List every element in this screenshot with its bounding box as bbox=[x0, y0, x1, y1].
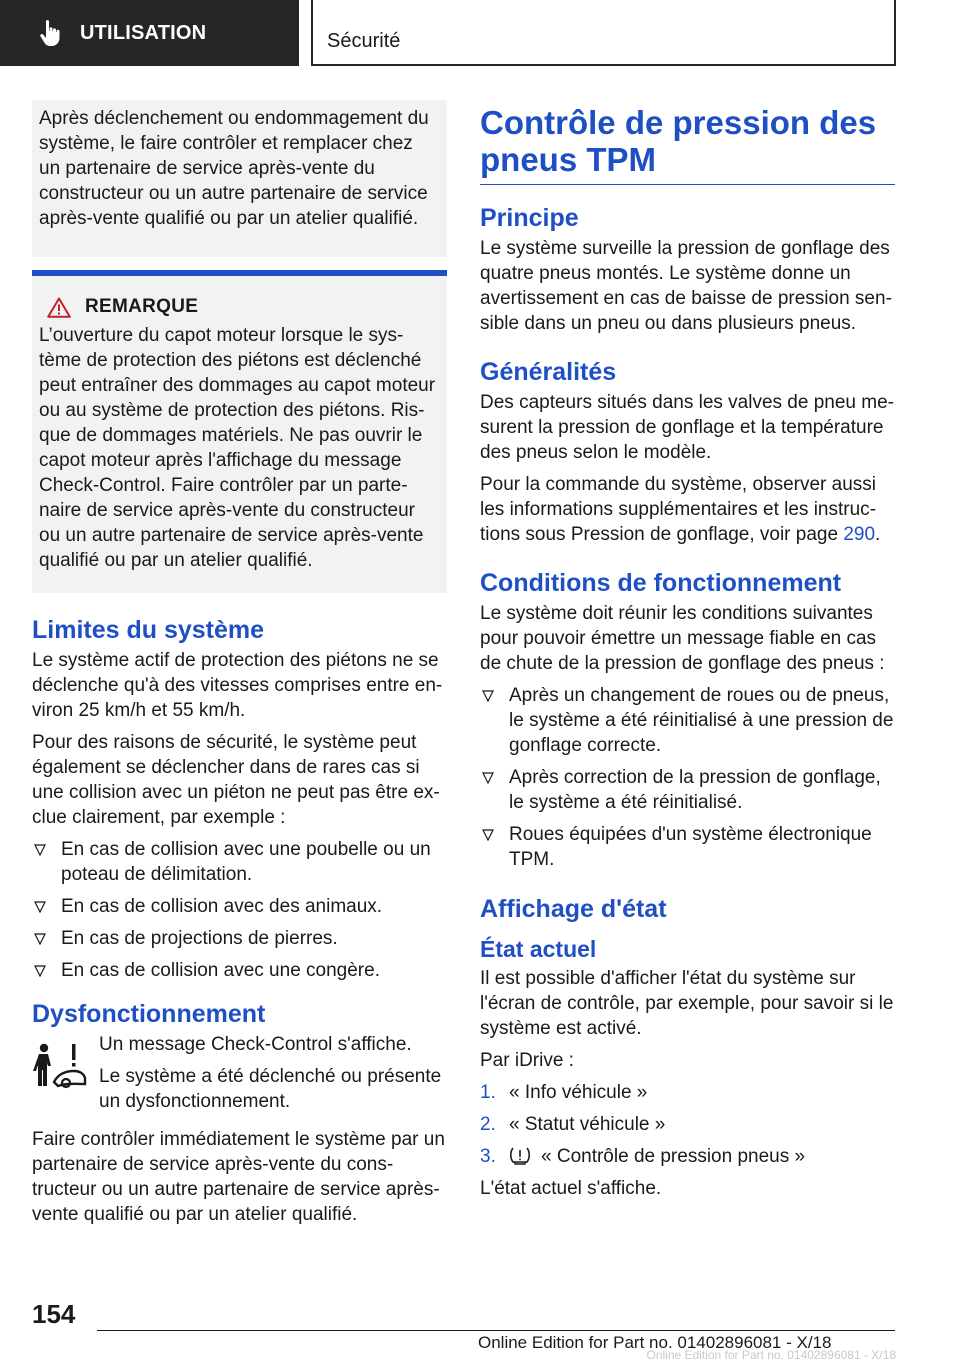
malfunction-heading: Dysfonctionnement bbox=[32, 1000, 266, 1028]
watermark: Online Edition for Part no. 01402896081 - X/18 bbox=[646, 1348, 896, 1362]
list-item: Roues équipées d'un système électronique TPM. bbox=[480, 822, 895, 872]
general-heading: Généralités bbox=[480, 358, 617, 386]
status-paragraph-1: Il est possible d'afficher l'état du système sur l'écran de contrôle, par exemple, pour savoir si le système est activé. bbox=[480, 968, 894, 1039]
subsection-title: Sécurité bbox=[327, 30, 401, 52]
section-title: UTILISATION bbox=[80, 21, 207, 44]
subsection-tab bbox=[311, 0, 896, 66]
triangle-bullet-icon bbox=[34, 901, 46, 913]
right-column bbox=[480, 100, 895, 1208]
triangle-bullet-icon bbox=[34, 844, 46, 856]
idrive-steps bbox=[480, 1080, 895, 1169]
malfunction-paragraph-3: Faire contrôler immédiatement le système par un partenaire de service après-vente du constructeur ou un autre partenaire de service après-vente qualifié ou par un atelier qualifié. bbox=[32, 1129, 445, 1225]
triangle-bullet-icon bbox=[482, 772, 494, 784]
conditions-list bbox=[480, 683, 895, 872]
triangle-bullet-icon bbox=[482, 829, 494, 841]
list-item: En cas de collision avec une congère. bbox=[32, 958, 447, 983]
list-item: En cas de collision avec une poubelle ou un poteau de délimitation. bbox=[32, 837, 447, 887]
info-box-text: Après déclenchement ou endommagement du système, le faire contrôler et remplacer chez un partenaire de service après-vente du constructeur ou un autre partenaire de service après-vente qualifié ou par un atelier qualifié. bbox=[39, 108, 429, 229]
limits-heading: Limites du système bbox=[32, 616, 265, 644]
page-reference-link[interactable]: 290 bbox=[843, 524, 876, 545]
limits-list bbox=[32, 837, 447, 983]
list-item: 1. « Info véhicule » bbox=[480, 1082, 648, 1103]
tire-pressure-icon bbox=[509, 1146, 531, 1166]
notice-box bbox=[32, 270, 447, 593]
chapter-title: Contrôle de pression des pneus TPM bbox=[480, 104, 895, 185]
malfunction-block bbox=[32, 1032, 447, 1121]
principle-text: Le système surveille la pression de gonflage des quatre pneus montés. Le système donne un avertissement en cas de baisse de pression sensible dans un pneu ou dans plusieurs pneus. bbox=[480, 238, 892, 334]
malfunction-paragraph-1: Un message Check-Control s'affiche. bbox=[99, 1034, 412, 1055]
warning-triangle-icon bbox=[47, 297, 71, 318]
hand-pointer-icon bbox=[40, 20, 62, 46]
limits-paragraph-1: Le système actif de protection des piétons ne se déclenche qu'à des vitesses comprises entre environ 25 km/h et 55 km/h. bbox=[32, 650, 443, 721]
status-paragraph-3: L'état actuel s'affiche. bbox=[480, 1178, 662, 1199]
status-paragraph-2: Par iDrive : bbox=[480, 1050, 574, 1071]
section-tab[interactable] bbox=[0, 0, 299, 66]
page-number: 154 bbox=[32, 1299, 76, 1329]
triangle-bullet-icon bbox=[482, 690, 494, 702]
general-paragraph-1: Des capteurs situés dans les valves de pneu mesurent la pression de gonflage et la température des pneus selon le modèle. bbox=[480, 392, 894, 463]
general-paragraph-2: Pour la commande du système, observer aussi les informations supplémentaires et les instructions sous Pression de gonflage, voir page 290. bbox=[480, 474, 881, 545]
notice-label: REMARQUE bbox=[85, 296, 199, 317]
notice-text: L’ouverture du capot moteur lorsque le système de protection des piétons est déclenché peut entraîner des dommages au capot moteur ou au système de protection des piétons. Risque de dommages matériels. Ne pas ouvrir le capot moteur après l'affichage du message Check-Control. Faire contrôler par un partenaire de service après-vente du constructeur ou un autre partenaire de service après-vente qualifié ou par un atelier qualifié. bbox=[39, 325, 436, 571]
status-heading: Affichage d'état bbox=[480, 895, 667, 923]
footer-divider bbox=[97, 1330, 895, 1331]
status-subheading: État actuel bbox=[480, 936, 597, 962]
notice-header bbox=[39, 296, 439, 318]
list-item: En cas de collision avec des animaux. bbox=[32, 894, 447, 919]
list-item: Après un changement de roues ou de pneus, le système a été réinitialisé à une pression de gonflage correcte. bbox=[480, 683, 895, 758]
conditions-text: Le système doit réunir les conditions suivantes pour pouvoir émettre un message fiable en cas de chute de la pression de gonflage des pneus : bbox=[480, 603, 885, 674]
limits-paragraph-2: Pour des raisons de sécurité, le système peut également se déclencher dans de rares cas si une collision avec un piéton ne peut pas être exclue clairement, par exemple : bbox=[32, 732, 440, 828]
triangle-bullet-icon bbox=[34, 933, 46, 945]
principle-heading: Principe bbox=[480, 204, 579, 232]
info-box bbox=[32, 100, 447, 257]
list-item: En cas de projections de pierres. bbox=[32, 926, 447, 951]
list-item: Après correction de la pression de gonflage, le système a été réinitialisé. bbox=[480, 765, 895, 815]
left-column bbox=[32, 100, 447, 1234]
edition-text: Online Edition for Part no. 01402896081 - X/18 bbox=[478, 1333, 832, 1352]
malfunction-paragraph-2: Le système a été déclenché ou présente un dysfonctionnement. bbox=[99, 1066, 442, 1112]
page-header bbox=[0, 0, 960, 66]
list-item: 3. « Contrôle de pression pneus » bbox=[480, 1146, 806, 1167]
malfunction-text bbox=[99, 1032, 447, 1121]
conditions-heading: Conditions de fonctionnement bbox=[480, 569, 842, 597]
triangle-bullet-icon bbox=[34, 965, 46, 977]
list-item: 2. « Statut véhicule » bbox=[480, 1114, 666, 1135]
pedestrian-protection-warning-icon bbox=[32, 1038, 88, 1094]
